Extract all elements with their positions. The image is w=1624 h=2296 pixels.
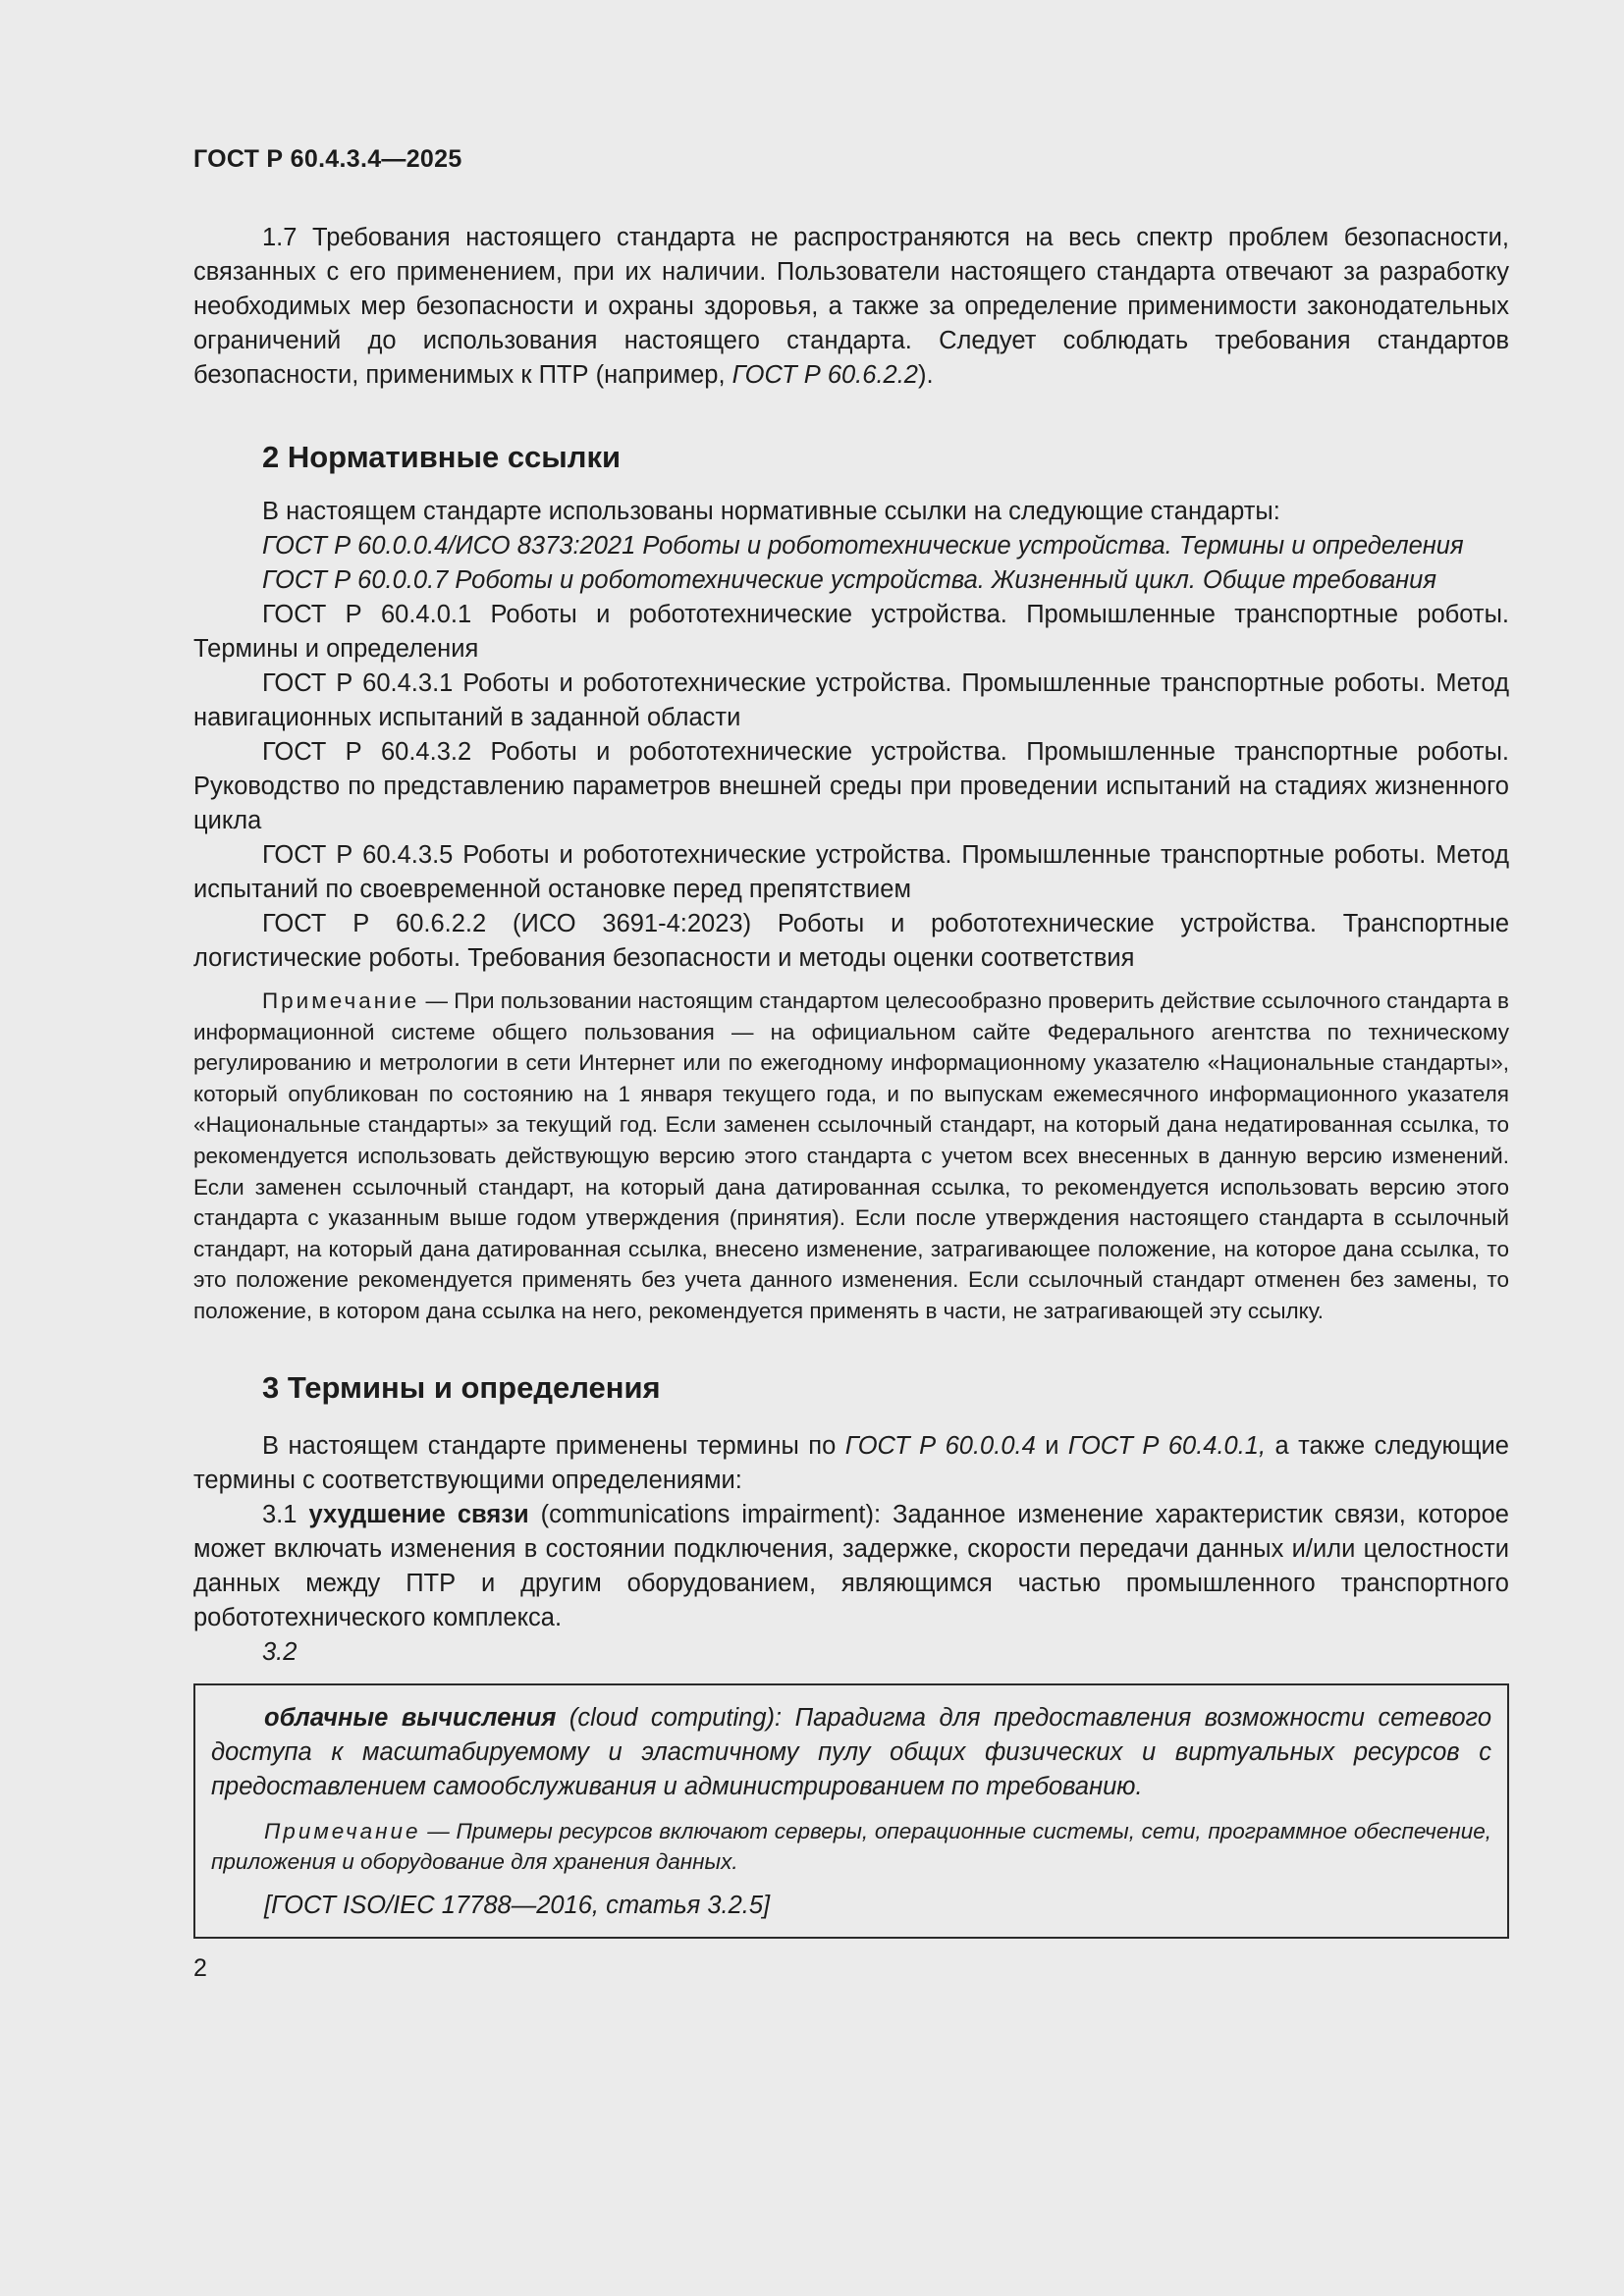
section-2-heading: 2 Нормативные ссылки — [262, 440, 622, 474]
paragraph-1-7-ref: ГОСТ Р 60.6.2.2 — [731, 361, 918, 389]
section-2-intro: В настоящем стандарте использованы нормативные ссылки на следующие стандарты: — [262, 498, 1280, 525]
term-3-2-def-text: (cloud computing): Парадигма для предоставления возможности сетевого доступа к масштабируемому и эластичному пулу общих физических и виртуальных ресурсов с предоставлением самообслуживания и администрированием по требованию. — [211, 1703, 1491, 1800]
normative-ref-5: ГОСТ Р 60.4.3.2 Роботы и робототехнические устройства. Промышленные транспортные роботы. Руководство по представлению параметров внешней среды при проведении испытаний на стадиях жизненного цикла — [193, 738, 1509, 834]
normative-ref-2: ГОСТ Р 60.0.0.7 Роботы и робототехнические устройства. Жизненный цикл. Общие требования — [262, 566, 1436, 594]
term-3-2-box — [193, 1683, 1509, 1939]
intro-ref-1: ГОСТ Р 60.0.0.4 — [844, 1431, 1036, 1460]
normative-ref-3: ГОСТ Р 60.4.0.1 Роботы и робототехнические устройства. Промышленные транспортные роботы. Термины и определения — [193, 601, 1509, 663]
term-3-2-term: облачные вычисления — [264, 1703, 557, 1732]
intro-text-b: и — [1035, 1431, 1068, 1460]
paragraph-1-7-text: 1.7 Требования настоящего стандарта не распространяются на весь спектр проблем безопасности, связанных с его применением, при их наличии. Пользователи настоящего стандарта отвечают за разработку необходимых мер безопасности и охраны здоровья, а также за определение применимости законодательных ограничений до использования настоящего стандарта. Следует соблюдать требования стандартов безопасности, применимых к ПТР (например, — [193, 224, 1509, 389]
term-3-2-number: 3.2 — [262, 1637, 298, 1666]
term-3-2-note-label: Примечание — [264, 1818, 421, 1843]
intro-ref-2: ГОСТ Р 60.4.0.1, — [1067, 1431, 1267, 1460]
standard-header: ГОСТ Р 60.4.3.4—2025 — [193, 145, 462, 173]
term-3-1-term: ухудшение связи — [308, 1500, 529, 1528]
section-2-note — [193, 986, 1509, 1327]
normative-ref-1: ГОСТ Р 60.0.0.4/ИСО 8373:2021 Роботы и робототехнические устройства. Термины и определения — [262, 532, 1464, 560]
page-number: 2 — [193, 1953, 207, 1982]
paragraph-1-7 — [193, 221, 1509, 393]
intro-text-c: а также следующие термины с соответствующими определениями: — [193, 1431, 1509, 1494]
term-3-1-definition: (communications impairment): Заданное изменение характеристик связи, которое может включать изменения в состоянии подключения, задержке, скорости передачи данных и/или целостности данных между ПТР и другим оборудованием, являющимся частью промышленного транспортного робототехнического комплекса. — [193, 1500, 1509, 1631]
note-label: Примечание — [262, 988, 420, 1013]
section-3-heading: 3 Термины и определения — [262, 1369, 661, 1405]
intro-text-a: В настоящем стандарте применены термины по — [262, 1431, 845, 1460]
normative-ref-7: ГОСТ Р 60.6.2.2 (ИСО 3691-4:2023) Роботы и робототехнические устройства. Транспортные логистические роботы. Требования безопасности и методы оценки соответствия — [193, 910, 1509, 972]
page-content — [193, 145, 1509, 1983]
normative-ref-6: ГОСТ Р 60.4.3.5 Роботы и робототехнические устройства. Промышленные транспортные роботы. Метод испытаний по своевременной остановке перед препятствием — [193, 841, 1509, 903]
term-3-1-number: 3.1 — [262, 1500, 309, 1528]
normative-ref-4: ГОСТ Р 60.4.3.1 Роботы и робототехнические устройства. Промышленные транспортные роботы. Метод навигационных испытаний в заданной области — [193, 669, 1509, 731]
term-3-2-note — [211, 1816, 1491, 1877]
term-3-2-source: [ГОСТ ISO/IEC 17788—2016, статья 3.2.5] — [264, 1891, 771, 1919]
paragraph-1-7-tail: ). — [918, 361, 934, 389]
term-3-2-note-text: — Примеры ресурсов включают серверы, операционные системы, сети, программное обеспечение, приложения и оборудование для хранения данных. — [211, 1818, 1491, 1874]
section-3-intro — [193, 1429, 1509, 1498]
term-3-2-definition — [211, 1701, 1491, 1804]
term-3-1 — [193, 1498, 1509, 1635]
note-text: — При пользовании настоящим стандартом целесообразно проверить действие ссылочного стандарта в информационной системе общего пользования — на официальном сайте Федерального агентства по техническому регулированию и метрологии в сети Интернет или по ежегодному информационному указателю «Национальные стандарты», который опубликован по состоянию на 1 января текущего года, и по выпускам ежемесячного информационного указателя «Национальные стандарты» за текущий год. Если заменен ссылочный стандарт, на который дана недатированная ссылка, то рекомендуется использовать действующую версию этого стандарта с учетом всех внесенных в данную версию изменений. Если заменен ссылочный стандарт, на который дана датированная ссылка, то рекомендуется использовать версию этого стандарта с указанным выше годом утверждения (принятия). Если после утверждения настоящего стандарта в ссылочный стандарт, на который дана датированная ссылка, внесено изменение, затрагивающее положение, на которое дана ссылка, то это положение рекомендуется применять без учета данного изменения. Если ссылочный стандарт отменен без замены, то положение, в котором дана ссылка на него, рекомендуется применять в части, не затрагивающей эту ссылку. — [193, 988, 1509, 1323]
